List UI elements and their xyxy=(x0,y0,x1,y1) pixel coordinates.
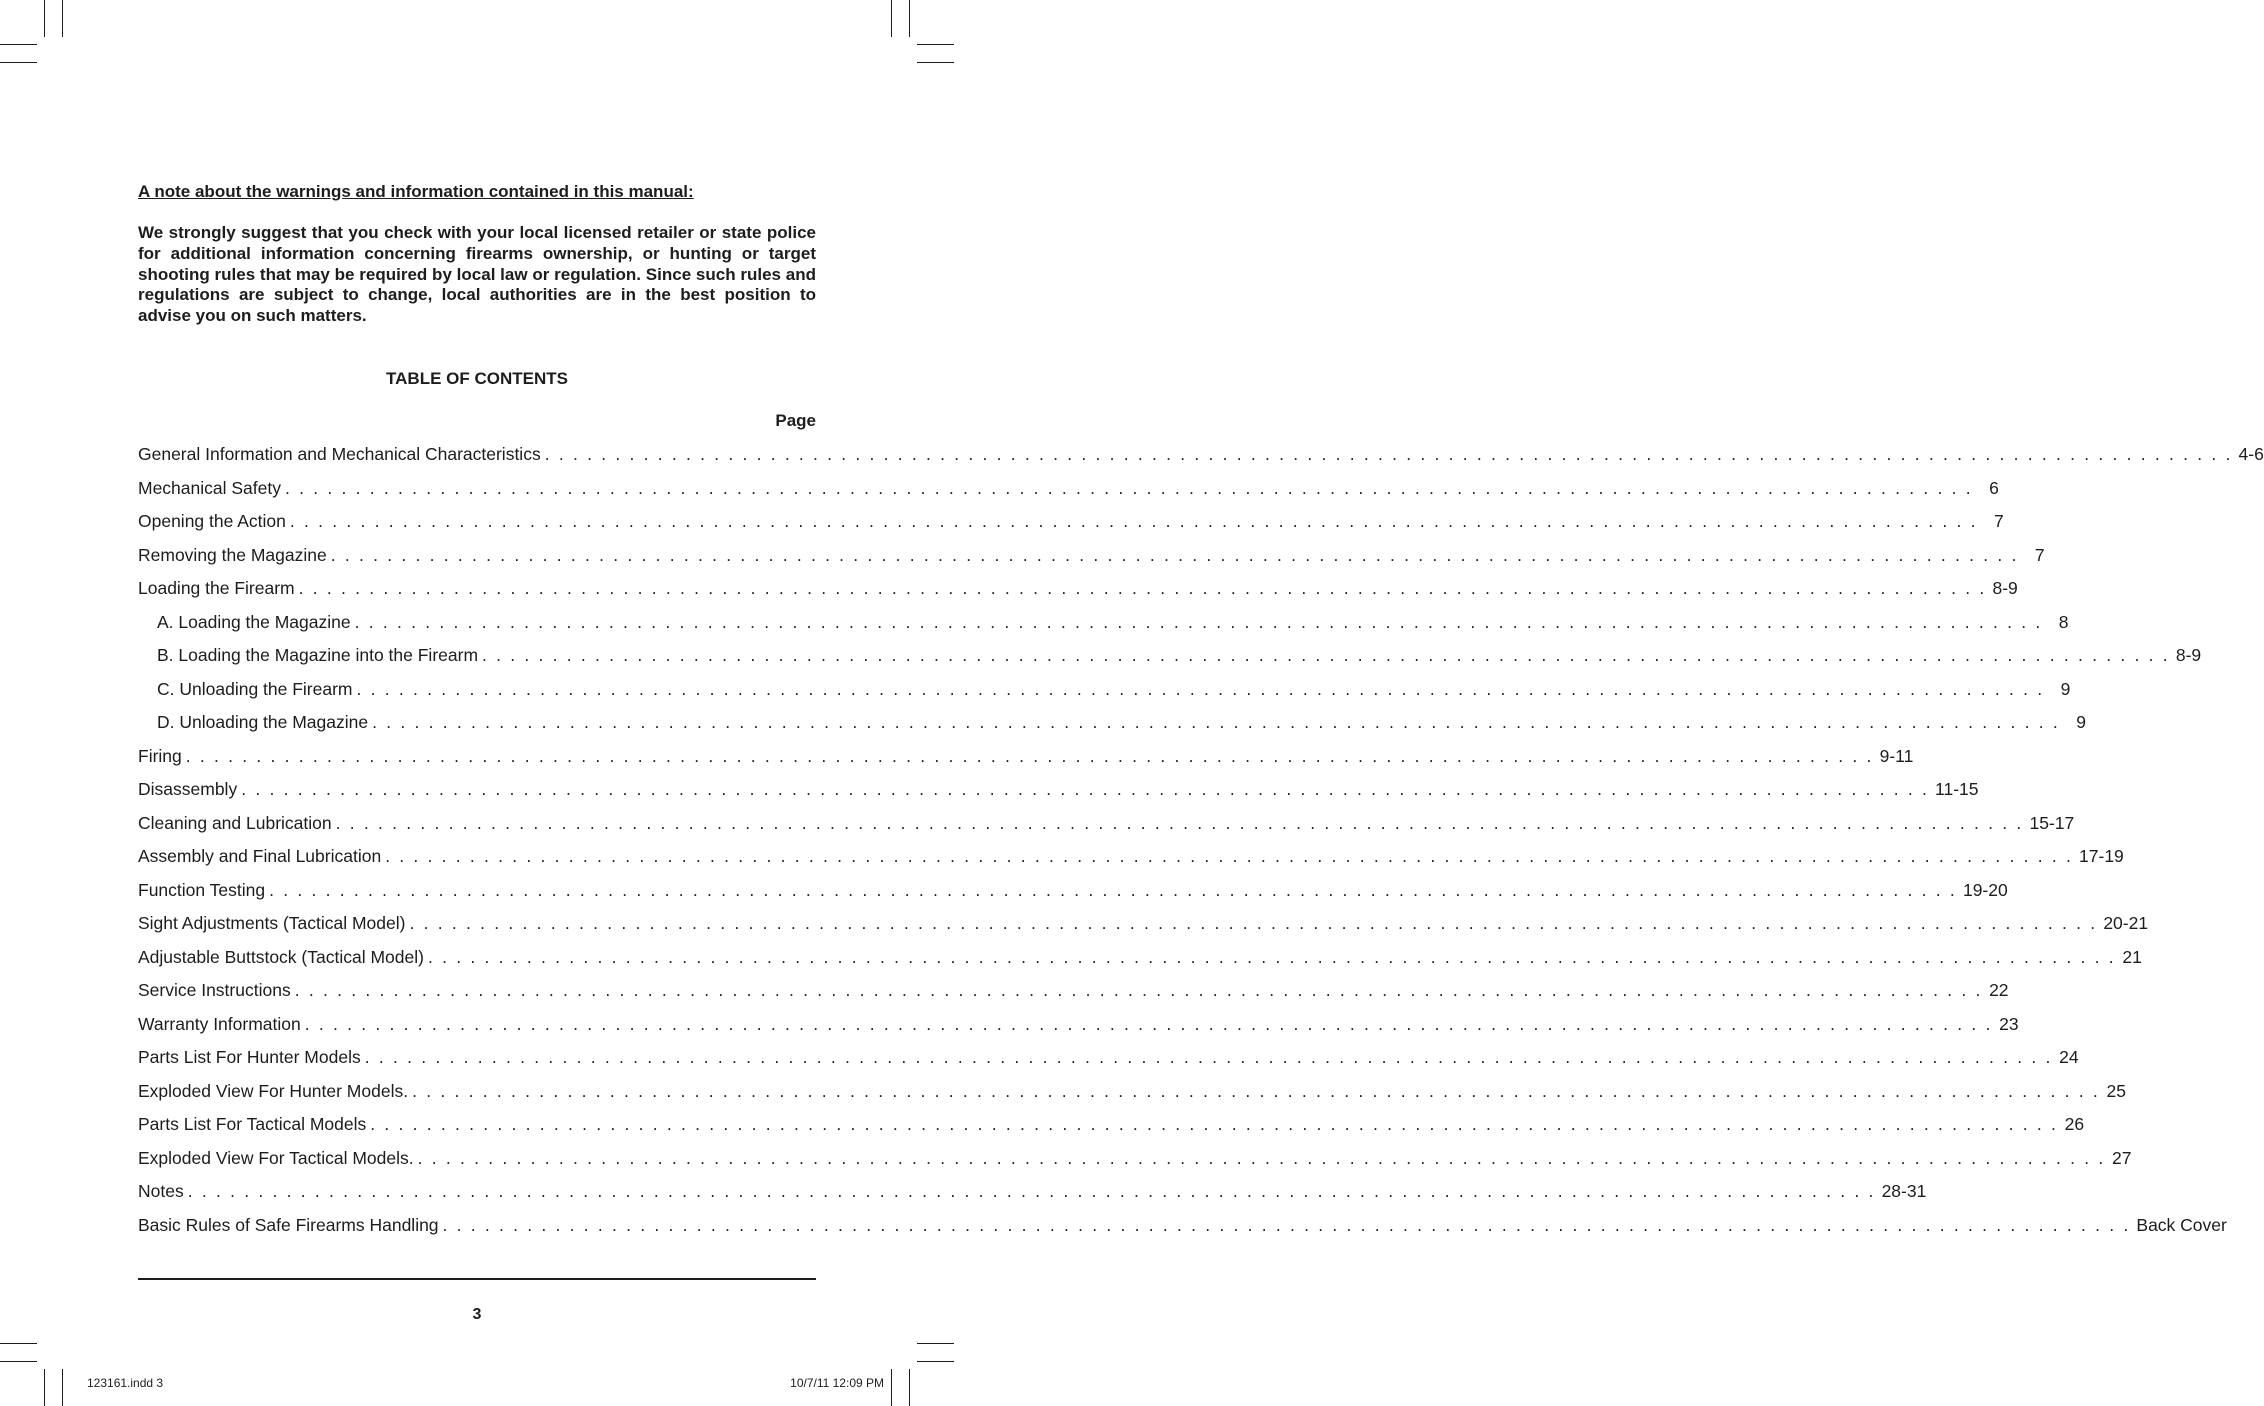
toc-entry-label: Exploded View For Hunter Models. xyxy=(138,1080,409,1101)
toc-entry-label: Warranty Information xyxy=(138,1013,301,1034)
toc-entry-page: 8-9 xyxy=(1992,578,2018,599)
crop-mark xyxy=(0,1361,37,1362)
toc-entry xyxy=(138,1075,2126,1109)
dot-leader: . . . . . . . . . . . . . . . . . . . . . . . . . . . . . . . . . . . . . . . . . . . . . . . . . . . . . . . . . . . . . . . . . . . . . . . . . . . . . . . . . . . . . . . . . . . . . . . . . . . . . . . . . . . . . . . . . . . . . . . . xyxy=(544,444,2233,465)
note-title: A note about the warnings and information contained in this manual: xyxy=(138,182,694,201)
toc-entry xyxy=(138,941,2142,975)
toc-subentry xyxy=(138,639,2202,673)
toc-entry xyxy=(138,807,2075,841)
crop-mark xyxy=(917,62,954,63)
toc-entry-page: Back Cover xyxy=(2136,1214,2227,1235)
crop-mark xyxy=(891,0,892,37)
toc-page-header: Page xyxy=(775,411,816,430)
dot-leader: . . . . . . . . . . . . . . . . . . . . . . . . . . . . . . . . . . . . . . . . . . . . . . . . . . . . . . . . . . . . . . . . . . . . . . . . . . . . . . . . . . . . . . . . . . . . . . . . . . . . . . . . . . . . . . . . . . . . . . . . xyxy=(269,879,1957,900)
crop-mark xyxy=(0,62,37,63)
toc-entry-page: 8 xyxy=(2058,611,2069,632)
toc-entry xyxy=(138,974,2009,1008)
toc-entry-label: Adjustable Buttstock (Tactical Model) xyxy=(138,946,424,967)
crop-mark xyxy=(0,44,37,45)
toc-title: TABLE OF CONTENTS xyxy=(386,369,568,388)
dot-leader: . . . . . . . . . . . . . . . . . . . . . . . . . . . . . . . . . . . . . . . . . . . . . . . . . . . . . . . . . . . . . . . . . . . . . . . . . . . . . . . . . . . . . . . . . . . . . . . . . . . . . . . . . . . . . . . . . . . . . . . . xyxy=(304,1013,1993,1034)
dot-leader: . . . . . . . . . . . . . . . . . . . . . . . . . . . . . . . . . . . . . . . . . . . . . . . . . . . . . . . . . . . . . . . . . . . . . . . . . . . . . . . . . . . . . . . . . . . . . . . . . . . . . . . . . . . . . . . . . . . . . . . . xyxy=(241,779,1930,800)
toc-entry-page: 7 xyxy=(2034,544,2045,565)
toc-entry-label: Service Instructions xyxy=(138,980,291,1001)
crop-mark xyxy=(891,1369,892,1406)
dot-leader: . . . . . . . . . . . . . . . . . . . . . . . . . . . . . . . . . . . . . . . . . . . . . . . . . . . . . . . . . . . . . . . . . . . . . . . . . . . . . . . . . . . . . . . . . . . . . . . . . . . . . . . . . . . . . . . . . . . . . . . . xyxy=(285,477,1973,498)
toc-entry xyxy=(138,840,2124,874)
dot-leader: . . . . . . . . . . . . . . . . . . . . . . . . . . . . . . . . . . . . . . . . . . . . . . . . . . . . . . . . . . . . . . . . . . . . . . . . . . . . . . . . . . . . . . . . . . . . . . . . . . . . . . . . . . . . . . . . . . . . . . . . xyxy=(298,578,1987,599)
dot-leader: . . . . . . . . . . . . . . . . . . . . . . . . . . . . . . . . . . . . . . . . . . . . . . . . . . . . . . . . . . . . . . . . . . . . . . . . . . . . . . . . . . . . . . . . . . . . . . . . . . . . . . . . . . . . . . . . . . . . . . . . xyxy=(417,1147,2106,1168)
toc-entry xyxy=(138,572,2018,606)
dot-leader: . . . . . . . . . . . . . . . . . . . . . . . . . . . . . . . . . . . . . . . . . . . . . . . . . . . . . . . . . . . . . . . . . . . . . . . . . . . . . . . . . . . . . . . . . . . . . . . . . . . . . . . . . . . . . . . . . . . . . . . . xyxy=(354,611,2043,632)
toc-entry-label: B. Loading the Magazine into the Firearm xyxy=(157,645,479,666)
toc-entry-label: Parts List For Hunter Models xyxy=(138,1047,361,1068)
toc-entry xyxy=(138,1142,2132,1176)
toc-entry-label: Exploded View For Tactical Models. xyxy=(138,1147,414,1168)
toc-entry-label: C. Unloading the Firearm xyxy=(157,678,353,699)
toc-entry-label: Notes xyxy=(138,1181,184,1202)
toc-entry-page: 26 xyxy=(2064,1114,2085,1135)
toc-entry-page: 19-20 xyxy=(1962,879,2008,900)
toc-entry xyxy=(138,740,1914,774)
dot-leader: . . . . . . . . . . . . . . . . . . . . . . . . . . . . . . . . . . . . . . . . . . . . . . . . . . . . . . . . . . . . . . . . . . . . . . . . . . . . . . . . . . . . . . . . . . . . . . . . . . . . . . . . . . . . . . . . . . . . . . . . xyxy=(187,1181,1876,1202)
footer-rule xyxy=(138,1278,816,1280)
toc-entry-label: Sight Adjustments (Tactical Model) xyxy=(138,913,406,934)
toc-entry-label: General Information and Mechanical Characteristics xyxy=(138,444,541,465)
toc-entry xyxy=(138,1209,2227,1243)
crop-mark xyxy=(917,1361,954,1362)
crop-mark xyxy=(909,0,910,37)
toc-entry-label: Parts List For Tactical Models xyxy=(138,1114,367,1135)
dot-leader: . . . . . . . . . . . . . . . . . . . . . . . . . . . . . . . . . . . . . . . . . . . . . . . . . . . . . . . . . . . . . . . . . . . . . . . . . . . . . . . . . . . . . . . . . . . . . . . . . . . . . . . . . . . . . . . . . . . . . . . . xyxy=(427,946,2116,967)
dot-leader: . . . . . . . . . . . . . . . . . . . . . . . . . . . . . . . . . . . . . . . . . . . . . . . . . . . . . . . . . . . . . . . . . . . . . . . . . . . . . . . . . . . . . . . . . . . . . . . . . . . . . . . . . . . . . . . . . . . . . . . . xyxy=(364,1047,2053,1068)
dot-leader: . . . . . . . . . . . . . . . . . . . . . . . . . . . . . . . . . . . . . . . . . . . . . . . . . . . . . . . . . . . . . . . . . . . . . . . . . . . . . . . . . . . . . . . . . . . . . . . . . . . . . . . . . . . . . . . . . . . . . . . . xyxy=(356,678,2045,699)
toc-entry-page: 9 xyxy=(2060,678,2071,699)
toc-entry xyxy=(138,1008,2019,1042)
dot-leader: . . . . . . . . . . . . . . . . . . . . . . . . . . . . . . . . . . . . . . . . . . . . . . . . . . . . . . . . . . . . . . . . . . . . . . . . . . . . . . . . . . . . . . . . . . . . . . . . . . . . . . . . . . . . . . . . . . . . . . . . xyxy=(409,913,2098,934)
file-slug: 123161.indd 3 xyxy=(87,1376,164,1390)
toc-entry-page: 7 xyxy=(1994,511,2004,532)
toc-entry-page: 23 xyxy=(1999,1013,2019,1034)
toc-entry xyxy=(138,874,2008,908)
crop-mark xyxy=(44,0,45,37)
toc-entry-label: Mechanical Safety xyxy=(138,477,281,498)
dot-leader: . . . . . . . . . . . . . . . . . . . . . . . . . . . . . . . . . . . . . . . . . . . . . . . . . . . . . . . . . . . . . . . . . . . . . . . . . . . . . . . . . . . . . . . . . . . . . . . . . . . . . . . . . . . . . . . . . . . . . . . . xyxy=(385,846,2074,867)
toc-entry xyxy=(138,438,2264,472)
toc-entry xyxy=(138,505,2004,539)
toc-entry-page: 28-31 xyxy=(1881,1181,1927,1202)
dot-leader: . . . . . . . . . . . . . . . . . . . . . . . . . . . . . . . . . . . . . . . . . . . . . . . . . . . . . . . . . . . . . . . . . . . . . . . . . . . . . . . . . . . . . . . . . . . . . . . . . . . . . . . . . . . . . . . . . . . . . . . . xyxy=(442,1214,2131,1235)
toc-entry-page: 9-11 xyxy=(1879,745,1914,766)
toc-entry xyxy=(138,773,1979,807)
dot-leader: . . . . . . . . . . . . . . . . . . . . . . . . . . . . . . . . . . . . . . . . . . . . . . . . . . . . . . . . . . . . . . . . . . . . . . . . . . . . . . . . . . . . . . . . . . . . . . . . . . . . . . . . . . . . . . . . . . . . . . . . xyxy=(185,745,1874,766)
toc-entry-label: Opening the Action xyxy=(138,511,286,532)
toc-entry-page: 15-17 xyxy=(2029,812,2075,833)
toc-entry-label: Removing the Magazine xyxy=(138,544,327,565)
toc-entry-page: 11-15 xyxy=(1935,779,1979,800)
toc-entry-label: Function Testing xyxy=(138,879,266,900)
toc-entry-label: Firing xyxy=(138,745,182,766)
toc-entry xyxy=(138,907,2149,941)
dot-leader: . . . . . . . . . . . . . . . . . . . . . . . . . . . . . . . . . . . . . . . . . . . . . . . . . . . . . . . . . . . . . . . . . . . . . . . . . . . . . . . . . . . . . . . . . . . . . . . . . . . . . . . . . . . . . . . . . . . . . . . . xyxy=(370,1114,2059,1135)
toc-entry xyxy=(138,1108,2085,1142)
toc-entry-page: 22 xyxy=(1989,980,2009,1001)
toc-entry-page: 4-6 xyxy=(2238,444,2264,465)
table-of-contents xyxy=(138,438,2264,1242)
toc-entry-label: D. Unloading the Magazine xyxy=(157,712,369,733)
toc-entry xyxy=(138,1175,1927,1209)
date-slug: 10/7/11 12:09 PM xyxy=(790,1376,884,1390)
toc-entry-page: 8-9 xyxy=(2175,645,2202,666)
toc-entry xyxy=(138,539,2045,573)
toc-entry-label: Loading the Firearm xyxy=(138,578,295,599)
dot-leader: . . . . . . . . . . . . . . . . . . . . . . . . . . . . . . . . . . . . . . . . . . . . . . . . . . . . . . . . . . . . . . . . . . . . . . . . . . . . . . . . . . . . . . . . . . . . . . . . . . . . . . . . . . . . . . . . . . . . . . . . xyxy=(294,980,1983,1001)
dot-leader: . . . . . . . . . . . . . . . . . . . . . . . . . . . . . . . . . . . . . . . . . . . . . . . . . . . . . . . . . . . . . . . . . . . . . . . . . . . . . . . . . . . . . . . . . . . . . . . . . . . . . . . . . . . . . . . . . . . . . . . . xyxy=(372,712,2060,733)
crop-mark xyxy=(62,1369,63,1406)
toc-subentry xyxy=(138,673,2071,707)
dot-leader: . . . . . . . . . . . . . . . . . . . . . . . . . . . . . . . . . . . . . . . . . . . . . . . . . . . . . . . . . . . . . . . . . . . . . . . . . . . . . . . . . . . . . . . . . . . . . . . . . . . . . . . . . . . . . . . . . . . . . . . . xyxy=(289,511,1978,532)
toc-entry xyxy=(138,472,1999,506)
crop-mark xyxy=(909,1369,910,1406)
dot-leader: . . . . . . . . . . . . . . . . . . . . . . . . . . . . . . . . . . . . . . . . . . . . . . . . . . . . . . . . . . . . . . . . . . . . . . . . . . . . . . . . . . . . . . . . . . . . . . . . . . . . . . . . . . . . . . . . . . . . . . . . xyxy=(482,645,2170,666)
crop-mark xyxy=(62,0,63,37)
crop-mark xyxy=(44,1369,45,1406)
toc-entry-label: Cleaning and Lubrication xyxy=(138,812,332,833)
toc-entry-page: 25 xyxy=(2106,1080,2126,1101)
toc-entry-page: 9 xyxy=(2076,712,2086,733)
toc-entry-page: 6 xyxy=(1989,477,1999,498)
toc-entry-page: 21 xyxy=(2122,946,2142,967)
dot-leader: . . . . . . . . . . . . . . . . . . . . . . . . . . . . . . . . . . . . . . . . . . . . . . . . . . . . . . . . . . . . . . . . . . . . . . . . . . . . . . . . . . . . . . . . . . . . . . . . . . . . . . . . . . . . . . . . . . . . . . . . xyxy=(335,812,2024,833)
toc-entry-label: Basic Rules of Safe Firearms Handling xyxy=(138,1214,439,1235)
toc-entry-label: Disassembly xyxy=(138,779,238,800)
crop-mark xyxy=(0,1343,37,1344)
dot-leader: . . . . . . . . . . . . . . . . . . . . . . . . . . . . . . . . . . . . . . . . . . . . . . . . . . . . . . . . . . . . . . . . . . . . . . . . . . . . . . . . . . . . . . . . . . . . . . . . . . . . . . . . . . . . . . . . . . . . . . . . xyxy=(412,1080,2100,1101)
note-body: We strongly suggest that you check with your local licensed retailer or state police for additional information concerning firearms ownership, or hunting or target shooting rules that may be required by local law or regulation. Since such rules and regulations are subject to change, local authorities are in the best position to advise you on such matters. xyxy=(138,223,816,326)
toc-subentry xyxy=(138,706,2086,740)
crop-mark xyxy=(917,1343,954,1344)
toc-entry-page: 20-21 xyxy=(2103,913,2149,934)
toc-entry-label: A. Loading the Magazine xyxy=(157,611,351,632)
dot-leader: . . . . . . . . . . . . . . . . . . . . . . . . . . . . . . . . . . . . . . . . . . . . . . . . . . . . . . . . . . . . . . . . . . . . . . . . . . . . . . . . . . . . . . . . . . . . . . . . . . . . . . . . . . . . . . . . . . . . . . . . xyxy=(330,544,2019,565)
toc-entry-label: Assembly and Final Lubrication xyxy=(138,846,382,867)
toc-subentry xyxy=(138,606,2069,640)
toc-entry-page: 27 xyxy=(2111,1147,2132,1168)
toc-entry-page: 17-19 xyxy=(2079,846,2124,867)
toc-entry-page: 24 xyxy=(2059,1047,2079,1068)
page-number: 3 xyxy=(472,1306,482,1323)
toc-entry xyxy=(138,1041,2079,1075)
crop-mark xyxy=(917,44,954,45)
